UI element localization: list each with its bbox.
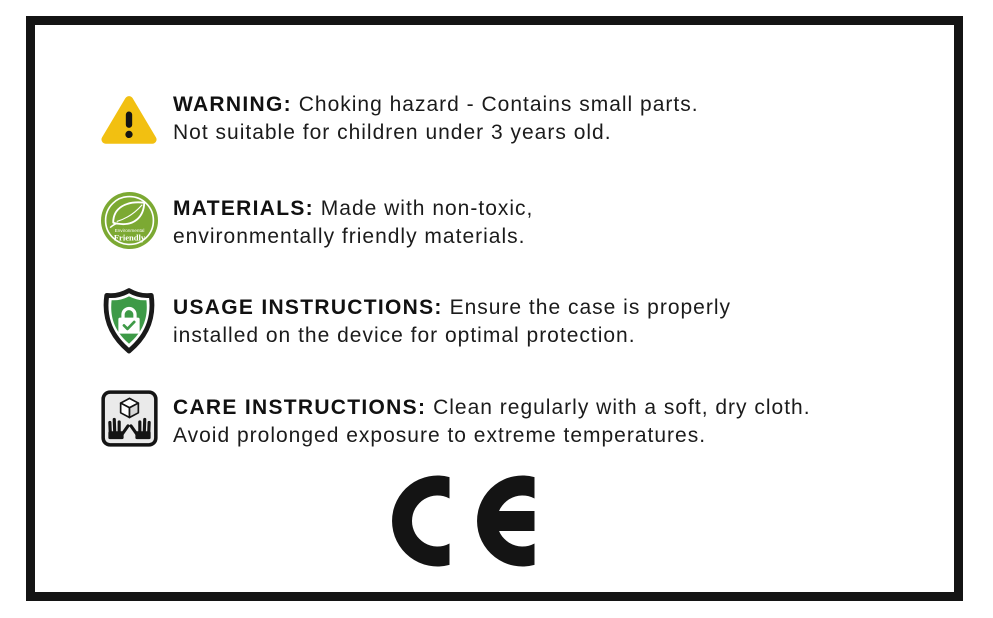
eco-friendly-icon [99,192,159,249]
shield-check-icon [99,287,159,355]
warning-text [173,91,699,147]
warning-section [99,91,699,147]
ce-mark-icon [392,475,538,567]
care-text [173,394,811,450]
handle-with-care-svg [101,390,158,447]
eco-friendly-svg [101,192,158,249]
materials-title: MATERIALS: [173,197,314,220]
usage-title: USAGE INSTRUCTIONS: [173,296,443,319]
usage-line1: Ensure the case is properly [449,296,732,319]
handle-with-care-icon [99,390,159,447]
warning-line2: Not suitable for children under 3 years old. [173,121,612,144]
warning-title: WARNING: [173,93,292,116]
care-title: CARE INSTRUCTIONS: [173,396,427,419]
materials-line1: Made with non-toxic, [320,197,534,220]
materials-text [173,195,533,251]
care-line2: Avoid prolonged exposure to extreme temperatures. [173,424,707,447]
care-section [99,390,811,450]
usage-section [99,287,731,355]
usage-line2: installed on the device for optimal protection. [173,324,636,347]
eco-icon-text-small: Environmental [114,227,144,233]
warning-triangle-icon [99,91,159,145]
ce-mark-svg [392,475,538,567]
materials-section [99,192,533,251]
label-border-frame [26,16,963,601]
shield-check-svg [100,287,158,355]
eco-icon-text-large: Friendly [113,232,145,243]
materials-line2: environmentally friendly materials. [173,225,526,248]
warning-triangle-svg [101,93,157,145]
care-line1: Clean regularly with a soft, dry cloth. [433,396,811,419]
usage-text [173,294,731,350]
warning-line1: Choking hazard - Contains small parts. [298,93,699,116]
